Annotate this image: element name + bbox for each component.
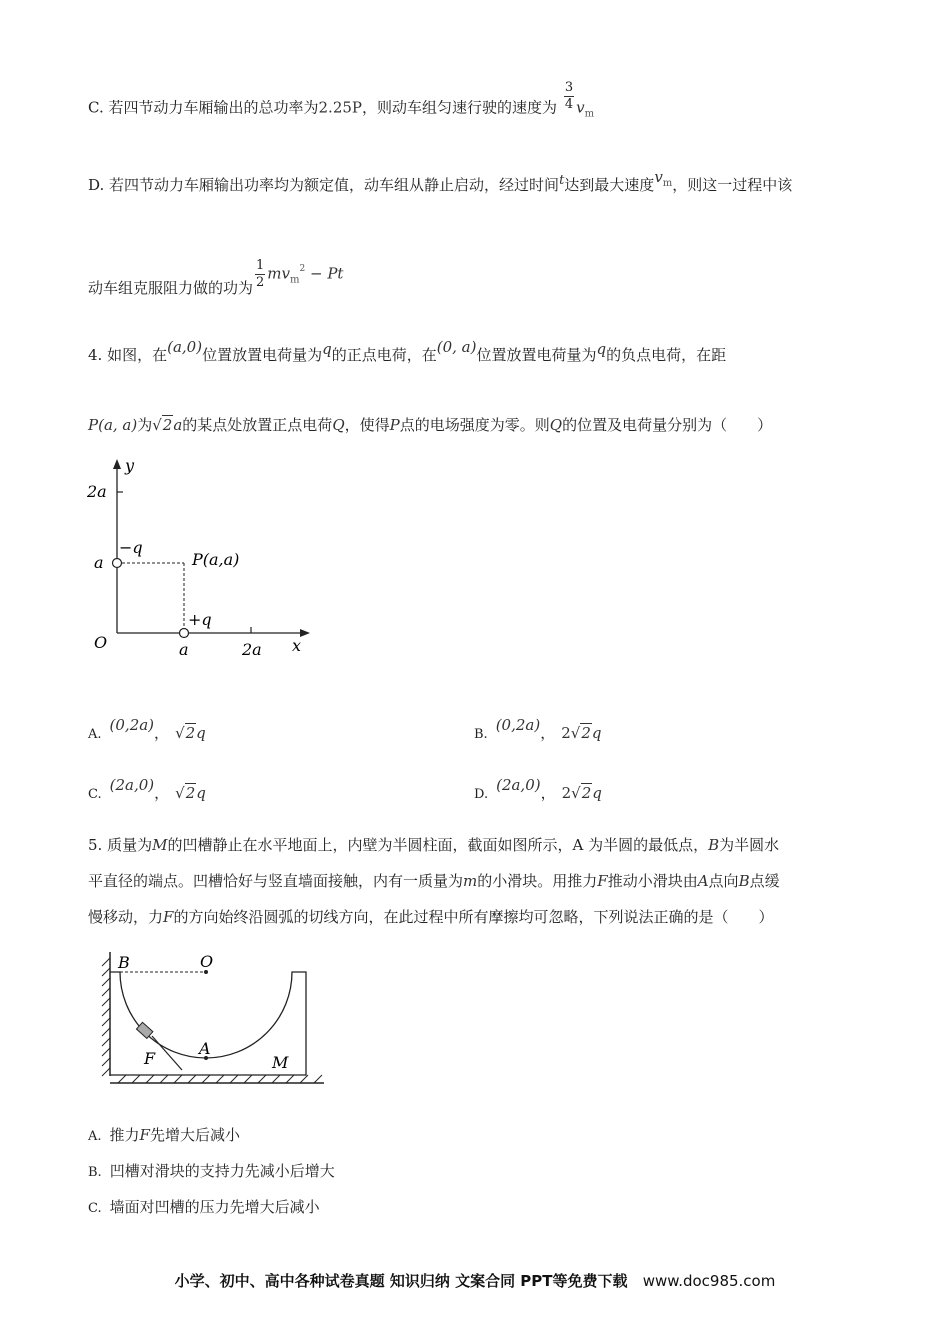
- option-text: 凹槽对滑块的支持力先减小后增大: [109, 1162, 335, 1180]
- stem-text: 质量为: [107, 836, 153, 854]
- q5-option-a[interactable]: [88, 1124, 240, 1145]
- q5-option-b[interactable]: [88, 1160, 335, 1181]
- position-expr: (0, a): [436, 338, 477, 356]
- y-axis-label: y: [125, 456, 135, 475]
- option-text: 若四节动力车厢输出功率均为额定值，动车组从静止启动，经过时间: [109, 176, 560, 194]
- q5-stem-line3: [88, 906, 773, 927]
- label-B: B: [118, 953, 130, 972]
- point-P: P: [389, 416, 400, 434]
- question-number: 4.: [88, 346, 103, 364]
- separator: ，: [154, 784, 170, 802]
- label-F: F: [144, 1049, 156, 1068]
- position-expr: (a,0): [167, 338, 203, 356]
- separator: ，: [540, 784, 556, 802]
- option-text: 动车组克服阻力做的功为: [88, 278, 254, 297]
- stem-text: 的位置及电荷量分别为（ ）: [562, 416, 773, 434]
- label-A: A: [199, 1039, 211, 1058]
- fraction: $\frac{3}{4}$: [564, 80, 574, 112]
- label-a-x: a: [179, 640, 189, 659]
- stem-text: 的某点处放置正点电荷: [182, 416, 333, 434]
- point-B: B: [708, 836, 720, 854]
- var-a: a: [173, 416, 183, 434]
- option-label: C.: [88, 787, 102, 802]
- stem-text: 点向: [708, 872, 739, 890]
- option-text: 墙面对凹槽的压力先增大后减小: [109, 1198, 320, 1216]
- q3-option-d: [88, 168, 793, 197]
- option-label: B.: [474, 727, 488, 742]
- q5-groove-figure: [92, 944, 332, 1084]
- point-A: A: [697, 872, 709, 890]
- force-F: F: [597, 872, 608, 890]
- label-negative-charge: −q: [119, 538, 143, 557]
- q5-option-c[interactable]: [88, 1196, 320, 1217]
- work-expression-tail: − Pt: [310, 264, 344, 283]
- charge-symbol: q: [322, 340, 332, 358]
- label-M: M: [272, 1053, 289, 1072]
- coefficient: 2: [561, 724, 571, 742]
- velocity-subscript: m: [584, 108, 595, 120]
- stem-text: 为半圆水: [719, 836, 780, 854]
- label-2a-y: 2a: [87, 482, 107, 501]
- separator: ，: [540, 724, 556, 742]
- charge-symbol: q: [196, 724, 206, 742]
- label-point-P: P(a,a): [192, 550, 240, 569]
- q4-option-b[interactable]: [474, 716, 602, 743]
- q3-option-d-cont: [88, 258, 344, 297]
- work-expression: mv: [267, 264, 290, 283]
- coefficient: 2: [561, 784, 572, 802]
- sqrt-expr: √2: [152, 416, 173, 434]
- charge-Q: Q: [332, 416, 345, 434]
- q5-stem-line1: [88, 834, 779, 855]
- point-B: B: [738, 872, 750, 890]
- charge-symbol: q: [596, 340, 607, 358]
- label-2a-x: 2a: [242, 640, 262, 659]
- stem-text: 慢移动，力: [88, 908, 164, 926]
- stem-text: 位置放置电荷量为: [476, 346, 597, 364]
- time-symbol: t: [559, 173, 565, 188]
- stem-text: 的凹槽静止在水平地面上，内壁为半圆柱面，截面如图所示，A 为半圆的最低点，: [167, 836, 709, 854]
- option-position: (0,2a): [109, 716, 155, 734]
- option-text: 达到最大速度: [564, 176, 655, 194]
- q5-stem-line2: [88, 870, 780, 891]
- q4-option-d[interactable]: [474, 776, 602, 803]
- velocity-symbol: v: [654, 168, 663, 186]
- q4-stem-line2: [88, 414, 772, 435]
- charge-symbol: q: [591, 724, 602, 742]
- label-positive-charge: +q: [188, 610, 212, 629]
- q4-stem-line1: [88, 338, 727, 365]
- option-text: ，则这一过程中该: [672, 176, 793, 194]
- stem-text: 的正点电荷，在: [331, 346, 437, 364]
- stem-text: 推动小滑块由: [607, 872, 698, 890]
- option-text: ，则动车组匀速行驶的速度为: [362, 98, 558, 117]
- option-label: A.: [88, 1129, 102, 1144]
- charge-symbol: q: [196, 784, 206, 802]
- mass-m: m: [463, 872, 478, 890]
- mass-M: M: [152, 836, 168, 854]
- velocity-symbol: v: [576, 98, 585, 117]
- superscript: 2: [299, 263, 306, 274]
- stem-text: 的方向始终沿圆弧的切线方向，在此过程中所有摩擦均可忽略，下列说法正确的是（ ）: [173, 908, 774, 926]
- point-expr: P(a, a): [88, 416, 138, 434]
- option-position: (0,2a): [495, 716, 541, 734]
- option-label: C.: [88, 98, 104, 117]
- velocity-subscript: m: [662, 178, 673, 189]
- stem-text: 点的电场强度为零。则: [399, 416, 550, 434]
- option-position: (2a,0): [109, 776, 155, 794]
- x-axis-label: x: [292, 636, 302, 655]
- stem-text: 的小滑块。用推力: [477, 872, 598, 890]
- footer-banner[interactable]: [0, 1270, 950, 1291]
- option-label: C.: [88, 1201, 102, 1216]
- question-number: 5.: [88, 836, 103, 854]
- label-origin: O: [94, 633, 108, 652]
- stem-text: 位置放置电荷量为: [202, 346, 323, 364]
- sqrt-expr: √2: [570, 724, 591, 742]
- stem-text: ，使得: [344, 416, 390, 434]
- stem-text: 如图，在: [107, 346, 168, 364]
- q4-coordinate-figure: [80, 455, 320, 665]
- separator: ，: [154, 724, 170, 742]
- sqrt-expr: √2: [571, 784, 592, 802]
- footer-url[interactable]: www.doc985.com: [642, 1272, 776, 1290]
- sqrt-expr: √2: [175, 784, 196, 802]
- option-label: B.: [88, 1165, 102, 1180]
- q4-option-c[interactable]: [88, 776, 206, 803]
- option-position: (2a,0): [496, 776, 541, 794]
- label-O: O: [200, 952, 214, 971]
- force-F: F: [163, 908, 174, 926]
- label-a-y: a: [94, 553, 104, 572]
- fraction: $\frac{1}{2}$: [256, 258, 265, 290]
- option-label: A.: [88, 727, 102, 742]
- q4-option-a[interactable]: [88, 716, 206, 743]
- footer-text: 小学、初中、高中各种试卷真题 知识归纳 文案合同 PPT等免费下载: [174, 1272, 628, 1290]
- force-F: F: [139, 1126, 150, 1144]
- option-text: 推力: [109, 1126, 140, 1144]
- option-text: 先增大后减小: [149, 1126, 240, 1144]
- charge-Q: Q: [549, 416, 563, 434]
- stem-text: 为: [137, 416, 153, 434]
- q3-option-c: [88, 80, 595, 125]
- stem-text: 平直径的端点。凹槽恰好与竖直墙面接触，内有一质量为: [88, 872, 464, 890]
- stem-text: 的负点电荷，在距: [606, 346, 727, 364]
- option-label: D.: [88, 176, 105, 194]
- option-label: D.: [474, 787, 489, 802]
- power-value: 2.25P: [318, 98, 363, 117]
- charge-symbol: q: [592, 784, 602, 802]
- option-text: 若四节动力车厢输出的总功率为: [108, 98, 319, 117]
- stem-text: 点缓: [749, 872, 780, 890]
- subscript: m: [290, 274, 300, 286]
- sqrt-expr: √2: [175, 724, 196, 742]
